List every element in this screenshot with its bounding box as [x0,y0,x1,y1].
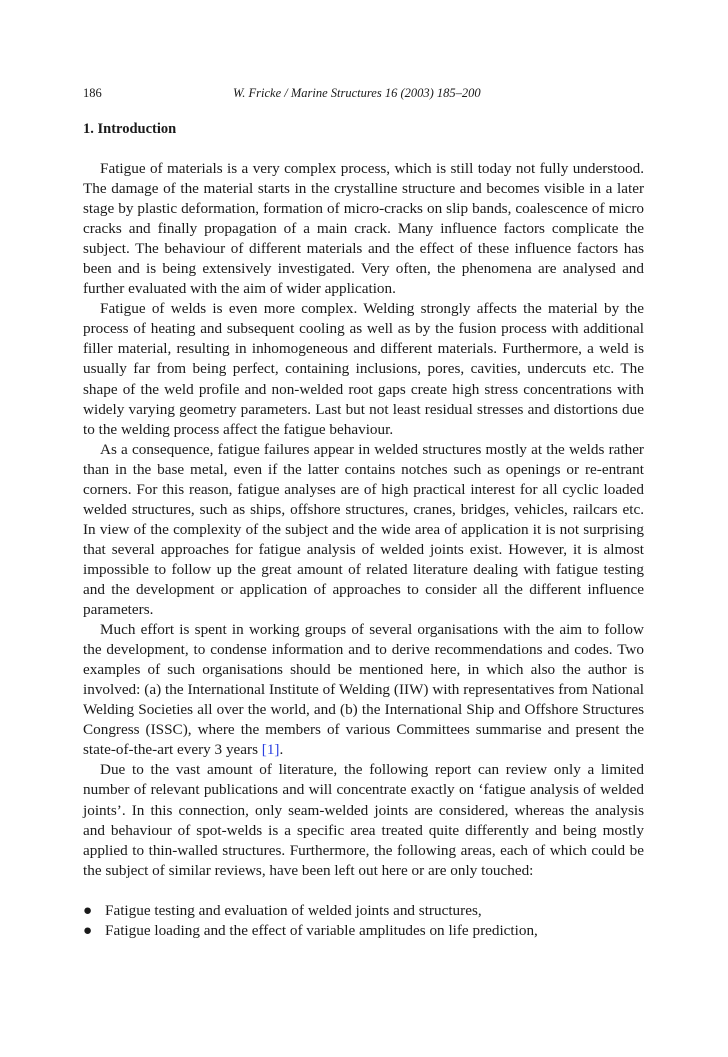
journal-reference: W. Fricke / Marine Structures 16 (2003) 185–200 [233,86,481,100]
paragraph [83,620,644,760]
list-item-text: Fatigue loading and the effect of variable amplitudes on life prediction, [105,921,538,939]
bullet-icon: ● [83,921,93,939]
paragraph: As a consequence, fatigue failures appear in welded structures mostly at the welds rather than in the base metal, even if the latter contains notches such as openings or re-entrant corners. For this reason, fatigue analyses are of high practical interest for all cyclic loaded welded structures, such as ships, offshore structures, cranes, bridges, vehicles, railcars etc. In view of the complexity of the subject and the wide area of application it is not surprising that several approaches for fatigue analysis of welded joints exist. However, it is almost impossible to follow up the great amount of related literature dealing with fatigue testing and the development or application of approaches to consider all the different influence parameters. [83,440,644,619]
paragraph: Due to the vast amount of literature, the following report can review only a limited number of relevant publications and will concentrate exactly on ‘fatigue analysis of welded joints’. In this connection, only seam-welded joints are considered, whereas the analysis and behaviour of spot-welds is a specific area treated quite differently and being mostly applied to thin-walled structures. Furthermore, the following areas, each of which could be the subject of similar reviews, have been left out here or are only touched: [83,761,644,879]
page-number: 186 [83,86,102,100]
section-heading: 1. Introduction [83,121,177,137]
bullet-list [83,901,644,941]
paragraph: Fatigue of materials is a very complex process, which is still today not fully understood. The damage of the material starts in the crystalline structure and becomes visible in a later stage by plastic deformation, formation of micro-cracks on slip bands, coalescence of micro cracks and finally propagation of a main crack. Many influence factors complicate the subject. The behaviour of different materials and the effect of these influence factors has been and is being extensively investigated. Very often, the phenomena are analysed and further evaluated with the aim of wider application. [83,160,644,298]
running-header [83,86,644,102]
list-item-text: Fatigue testing and evaluation of welded joints and structures, [105,901,482,919]
paragraph-text: Much effort is spent in working groups of several organisations with the aim to follow the development, to condense information and to derive recommendations and codes. Two examples of such organisations should be mentioned here, in which also the author is involved: (a) the International Institute of Welding (IIW) with representatives from National Welding Societies all over the world, and (b) the International Ship and Offshore Structures Congress (ISSC), where the members of various Committees summarise and present the state-of-the-art every 3 years [83,621,644,759]
list-item [83,901,644,921]
bullet-icon: ● [83,901,93,919]
list-item [83,921,644,941]
paragraph: Fatigue of welds is even more complex. Welding strongly affects the material by the process of heating and subsequent cooling as well as by the fusion process with additional filler material, resulting in inhomogeneous and different materials. Furthermore, a weld is usually far from being perfect, containing inclusions, pores, cavities, undercuts etc. The shape of the weld profile and non-welded root gaps create high stress concentrations with widely varying geometry parameters. Last but not least residual stresses and distortions due to the welding process affect the fatigue behaviour. [83,300,644,438]
paragraph-text: . [279,741,284,759]
body-text [83,159,644,941]
citation-link[interactable]: [1] [261,741,280,759]
